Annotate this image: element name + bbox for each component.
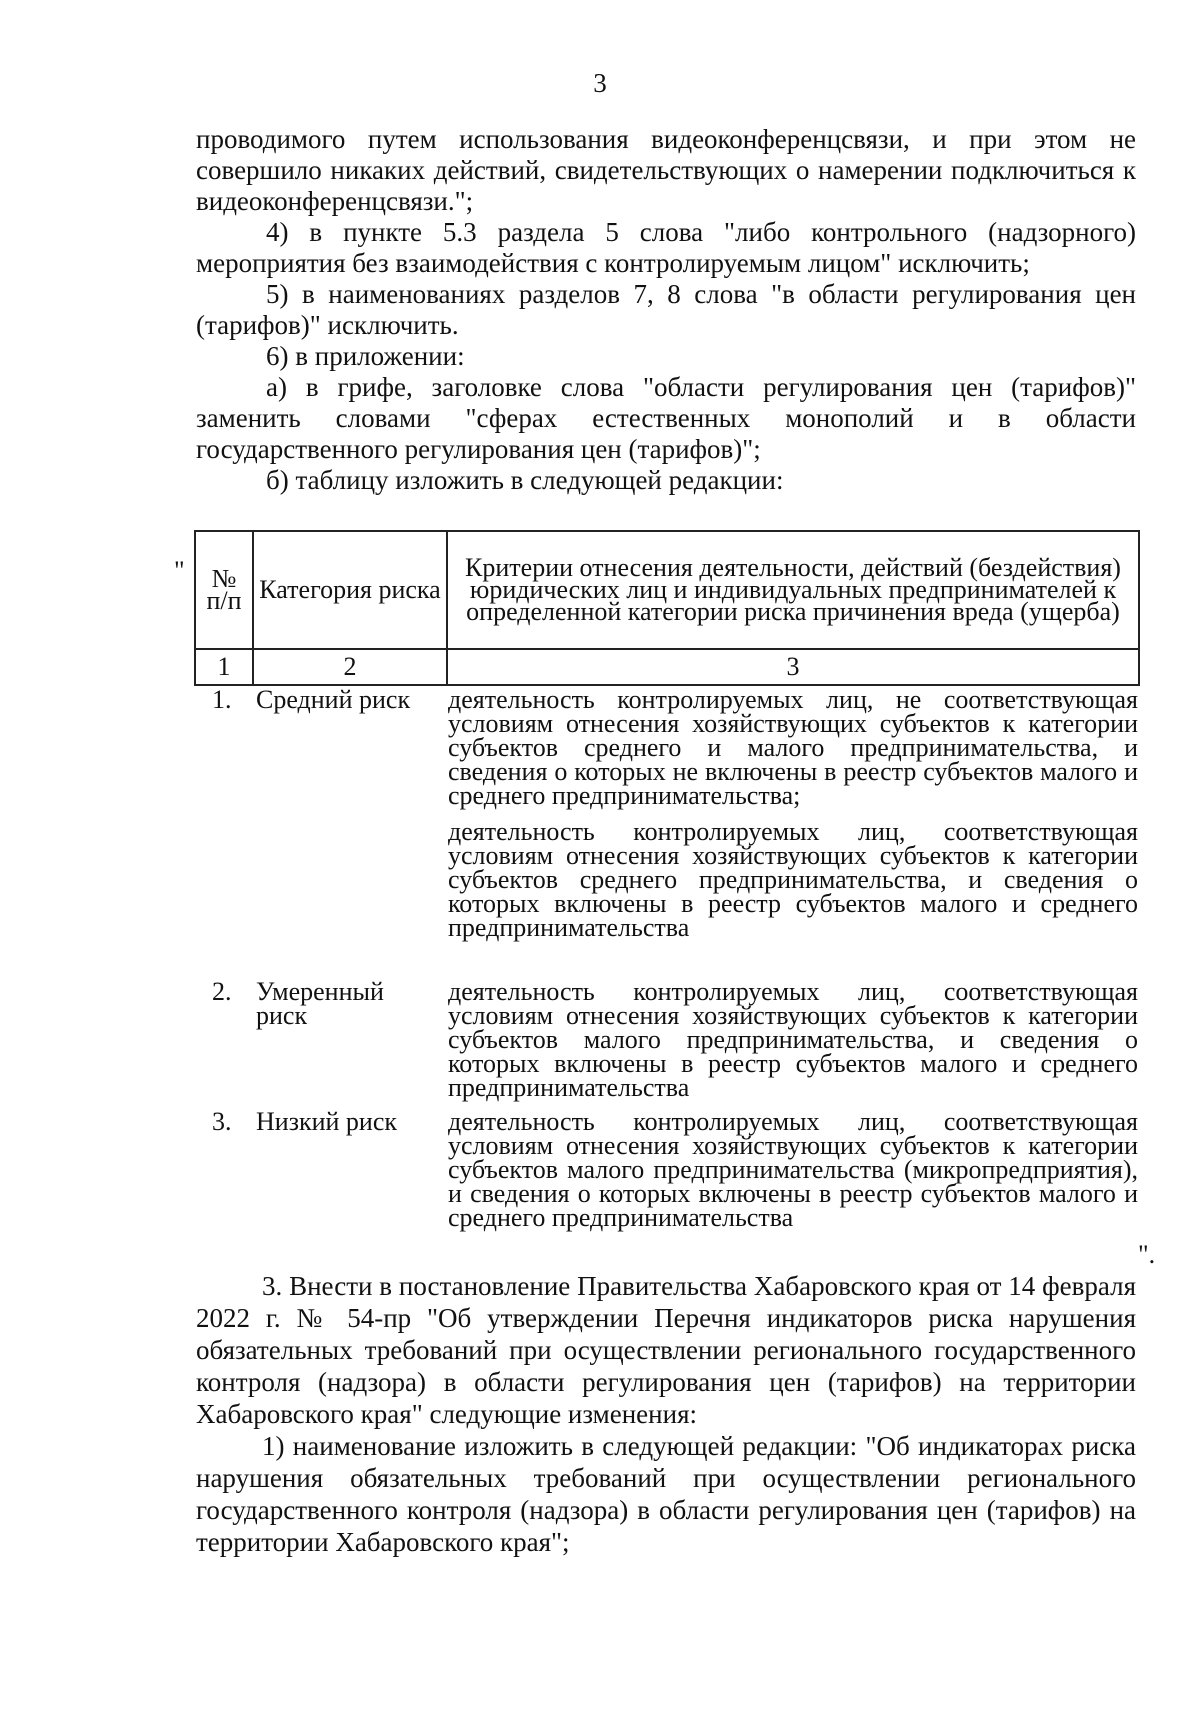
criteria-text: деятельность контролируемых лиц, соответствующая условиям отнесения хозяйствующих субъектов к категории субъектов среднего предпринимательства, и сведения о которых включены в реестр субъектов малого и среднего предпринимательства: [448, 817, 1138, 942]
table-close-quote: ".: [1138, 1240, 1156, 1269]
row-category: Умеренный риск: [256, 977, 384, 1030]
row-category: Низкий риск: [256, 1107, 398, 1136]
row-category: Средний риск: [256, 685, 411, 714]
paragraph-item-3: 3. Внести в постановление Правительства Хабаровского края от 14 февраля 2022 г. № 54-пр "Об утверждении Перечня индикаторов риска нарушения обязательных требований при осуществлении регионального государственного контроля (надзора) в области регулирования цен (тарифов) на территории Хабаровского края" следующие изменения:: [196, 1271, 1136, 1429]
col-number-1: 1: [195, 649, 253, 685]
row-criteria: [448, 685, 1138, 942]
paragraph-item-6: 6) в приложении:: [266, 341, 465, 371]
intro-text: [196, 124, 1136, 496]
table-column-numbers-row: [195, 649, 1139, 685]
paragraph-item-6b: б) таблицу изложить в следующей редакции:: [266, 465, 784, 495]
page-number: 3: [593, 68, 607, 98]
table-header-row: [195, 531, 1139, 649]
col-number-3: 3: [447, 649, 1139, 685]
outro-text: [196, 1270, 1136, 1558]
risk-table-header: [194, 530, 1140, 686]
criteria-text: деятельность контролируемых лиц, соответствующая условиям отнесения хозяйствующих субъектов к категории субъектов малого предпринимательства (микропредприятия), и сведения о которых включены в реестр субъектов малого и среднего предпринимательства: [448, 1107, 1138, 1232]
header-category: Категория риска: [253, 531, 447, 649]
row-criteria: [448, 1107, 1138, 1232]
header-number: № п/п: [195, 531, 253, 649]
criteria-text: деятельность контролируемых лиц, соответствующая условиям отнесения хозяйствующих субъектов к категории субъектов малого предпринимательства, и сведения о которых включены в реестр субъектов малого и среднего предпринимательства: [448, 977, 1138, 1102]
row-number: 3.: [212, 1107, 232, 1136]
paragraph-continuation: проводимого путем использования видеоконференцсвязи, и при этом не совершило никаких действий, свидетельствующих о намерении подключиться к видеоконференцсвязи.";: [196, 124, 1136, 216]
table-open-quote: ": [174, 556, 185, 585]
paragraph-item-3-1: 1) наименование изложить в следующей редакции: "Об индикаторах риска нарушения обязательных требований при осуществлении регионального государственного контроля (надзора) в области регулирования цен (тарифов) на территории Хабаровского края";: [196, 1431, 1136, 1557]
row-number: 2.: [212, 977, 232, 1006]
col-number-2: 2: [253, 649, 447, 685]
paragraph-item-6a: а) в грифе, заголовке слова "области регулирования цен (тарифов)" заменить словами "сферах естественных монополий и в области государственного регулирования цен (тарифов)";: [196, 372, 1136, 464]
row-criteria: [448, 977, 1138, 1102]
row-number: 1.: [212, 685, 232, 714]
criteria-text: деятельность контролируемых лиц, не соответствующая условиям отнесения хозяйствующих субъектов к категории субъектов среднего и малого предпринимательства, и сведения о которых не включены в реестр субъектов малого и среднего предпринимательства;: [448, 685, 1138, 810]
paragraph-item-5: 5) в наименованиях разделов 7, 8 слова "в области регулирования цен (тарифов)" исключить.: [196, 279, 1136, 340]
header-criteria: Критерии отнесения деятельности, действий (бездействия) юридических лиц и индивидуальных предпринимателей к определенной категории риска причинения вреда (ущерба): [447, 531, 1139, 649]
paragraph-item-4: 4) в пункте 5.3 раздела 5 слова "либо контрольного (надзорного) мероприятия без взаимодействия с контролируемым лицом" исключить;: [196, 217, 1136, 278]
